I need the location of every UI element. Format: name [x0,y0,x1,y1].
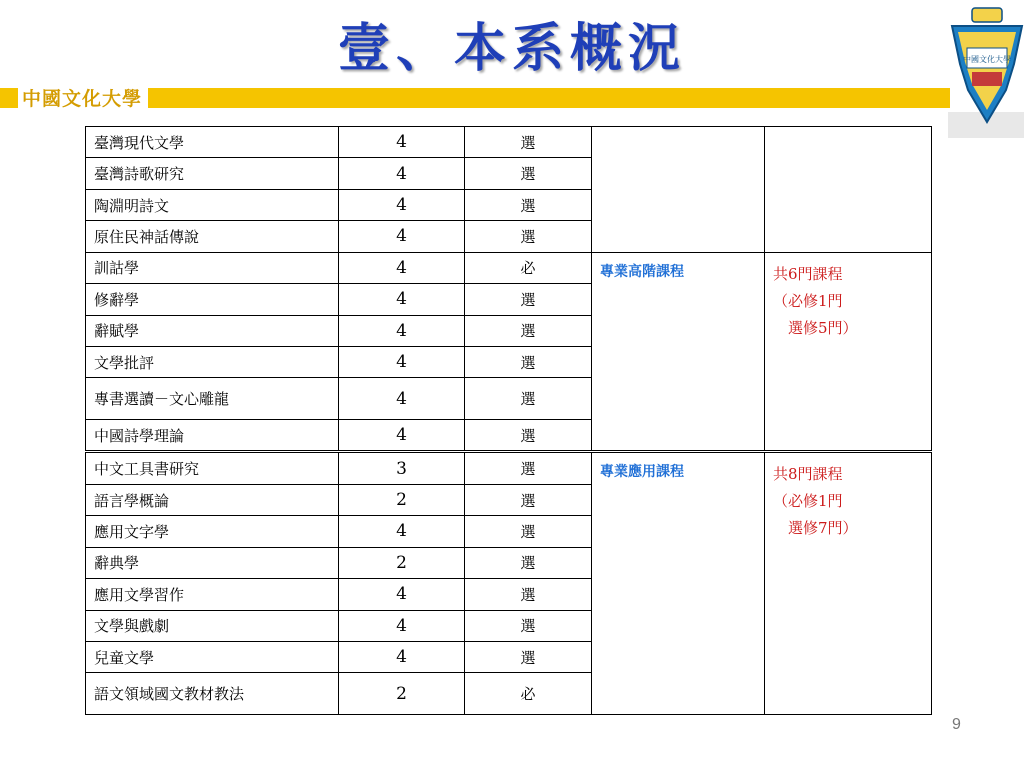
university-name: 中國文化大學 [22,88,143,110]
course-type: 選 [465,484,592,515]
course-name: 辭賦學 [86,315,339,346]
course-credits: 4 [339,284,465,315]
course-credits: 4 [339,158,465,189]
course-name: 中國詩學理論 [86,419,339,451]
table-row [86,452,932,484]
course-type: 選 [465,641,592,672]
course-credits: 4 [339,579,465,610]
course-credits: 4 [339,516,465,547]
course-credits: 4 [339,346,465,377]
accent-band-right [148,88,950,108]
course-name: 修辭學 [86,284,339,315]
category-applied-note [765,452,932,715]
course-type: 選 [465,579,592,610]
course-credits: 2 [339,484,465,515]
course-type: 選 [465,378,592,420]
course-credits: 4 [339,610,465,641]
course-type: 選 [465,419,592,451]
course-type: 必 [465,252,592,283]
course-name: 文學批評 [86,346,339,377]
note-line: （必修1門 [773,291,843,310]
course-name: 臺灣詩歌研究 [86,158,339,189]
course-name: 辭典學 [86,547,339,578]
university-emblem-icon [948,4,1024,138]
note-line: 選修7門） [773,519,858,538]
course-name: 兒童文學 [86,641,339,672]
course-credits: 4 [339,641,465,672]
course-credits: 4 [339,252,465,283]
course-name: 語言學概論 [86,484,339,515]
emblem-text: 中國文化大學 [963,55,1011,64]
course-type: 選 [465,315,592,346]
category-advanced-note [765,252,932,452]
course-credits: 4 [339,127,465,158]
course-credits: 3 [339,452,465,484]
course-credits: 2 [339,547,465,578]
category-note [765,127,932,253]
note-line: 選修5門） [773,318,858,337]
course-name: 應用文學習作 [86,579,339,610]
slide-title: 壹、本系概況 [337,18,686,79]
course-name: 文學與戲劇 [86,610,339,641]
course-name: 專書選讀－文心雕龍 [86,378,339,420]
course-type: 選 [465,189,592,220]
course-credits: 4 [339,378,465,420]
category-applied: 專業應用課程 [592,452,765,715]
course-credits: 4 [339,221,465,252]
course-type: 選 [465,221,592,252]
course-type: 選 [465,158,592,189]
course-table [85,126,932,715]
course-type: 選 [465,452,592,484]
course-type: 選 [465,284,592,315]
course-name: 訓詁學 [86,252,339,283]
course-name: 原住民神話傳說 [86,221,339,252]
course-type: 選 [465,346,592,377]
course-type: 選 [465,547,592,578]
course-type: 選 [465,516,592,547]
note-line: 共6門課程 [773,264,843,283]
accent-band-left [0,88,18,108]
category-advanced: 專業高階課程 [592,252,765,452]
course-name: 中文工具書研究 [86,452,339,484]
course-name: 陶淵明詩文 [86,189,339,220]
course-name: 臺灣現代文學 [86,127,339,158]
note-line: （必修1門 [773,492,843,511]
course-name: 應用文字學 [86,516,339,547]
course-credits: 2 [339,673,465,715]
category-cell [592,127,765,253]
course-credits: 4 [339,189,465,220]
course-type: 必 [465,673,592,715]
course-credits: 4 [339,315,465,346]
page-number: 9 [952,716,961,733]
course-name: 語文領域國文教材教法 [86,673,339,715]
table-row [86,252,932,283]
course-credits: 4 [339,419,465,451]
course-type: 選 [465,127,592,158]
note-line: 共8門課程 [773,465,843,484]
table-row [86,127,932,158]
course-type: 選 [465,610,592,641]
